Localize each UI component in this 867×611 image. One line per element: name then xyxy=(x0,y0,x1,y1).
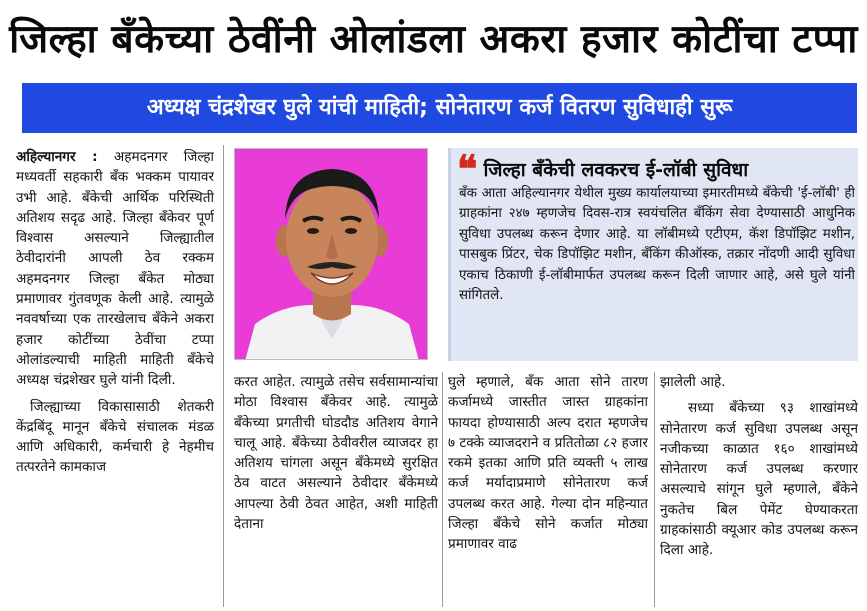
column-divider xyxy=(223,145,224,607)
article-column-1 xyxy=(16,147,214,607)
portrait-illustration xyxy=(235,149,428,360)
column-divider xyxy=(654,372,655,607)
sidebar-body xyxy=(459,184,855,356)
dateline: अहिल्यानगर : xyxy=(16,149,98,165)
column-divider xyxy=(442,372,443,607)
e-lobby-sidebar xyxy=(448,148,858,361)
subheadline-banner: अध्यक्ष चंद्रशेखर घुले यांची माहिती; सोनेतारण कर्ज वितरण सुविधाही सुरू xyxy=(22,83,857,133)
sidebar-paragraph: बँक आता अहिल्यानगर येथील मुख्य कार्यालयाच्या इमारतीमध्ये बँकेची 'ई-लॉबी' ही ग्राहकांना २४७ म्हणजेच दिवस-रात्र स्वयंचलित बँकिंग सेवा देण्यासाठी आधुनिक सुविधा उपलब्ध करून देणार आहे. या लॉबीमध्ये एटीएम, कॅश डिपॉझिट मशीन, पासबुक प्रिंटर, चेक डिपॉझिट मशीन, बँकिंग कीऑस्क, तक्रार नोंदणी आदी सुविधा एकाच ठिकाणी ई-लॉबीमार्फत उपलब्ध करून दिली जाणार आहे, असे घुले यांनी सांगितले. xyxy=(459,186,855,304)
article-column-2 xyxy=(234,372,438,607)
article-paragraph: सध्या बँकेच्या ९३ शाखांमध्ये सोनेतारण कर्ज सुविधा उपलब्ध असून नजीकच्या काळात १६० शाखांमध्ये सोनेतारण कर्ज उपलब्ध करणार असल्याचे सांगून घुले म्हणाले, बँकेने नुकतेच बिल पेमेंट घेण्याकरता ग्राहकांसाठी क्यूआर कोड उपलब्ध करून दिला आहे. xyxy=(660,400,858,559)
article-column-3 xyxy=(448,372,648,607)
sidebar-title: जिल्हा बँकेची लवकरच ई-लॉबी सुविधा xyxy=(483,159,749,181)
portrait-photo xyxy=(234,148,428,360)
article-paragraph: घुले म्हणाले, बँक आता सोने तारण कर्जामध्ये जास्तीत जास्त ग्राहकांना फायदा होण्यासाठी अल्प दरात म्हणजेच ७ टक्के व्याजदराने व प्रतितोळा ८२ हजार रकमे इतका आणि प्रति व्यक्ती ५ लाख कर्ज मर्यादाप्रमाणे सोनेतारण कर्ज उपलब्ध करत आहे. गेल्या दोन महिन्यात जिल्हा बँकेचे सोने कर्जात मोठ्या प्रमाणावर वाढ xyxy=(448,374,648,553)
article-paragraph: झालेली आहे. xyxy=(660,374,726,390)
quote-icon: ❝ xyxy=(457,148,478,191)
sidebar-header xyxy=(457,148,749,191)
article-paragraph: करत आहेत. त्यामुळे तसेच सर्वसामान्यांचा मोठा विश्वास बँकेवर आहे. त्यामुळे बँकेच्या प्रगतीची घोडदौड अतिशय वेगाने चालू आहे. बँकेच्या ठेवीवरील व्याजदर हा अतिशय चांगला असून बँकेमध्ये सुरक्षित ठेव वाटत असल्याने ठेवीदार बँकेमध्ये आपल्या ठेवी ठेवत आहेत, अशी माहिती देताना xyxy=(234,374,438,533)
article-paragraph: जिल्ह्याच्या विकासासाठी शेतकरी केंद्रबिंदू मानून बँकेचे संचालक मंडळ आणि अधिकारी, कर्मचारी हे नेहमीच तत्परतेने कामकाज xyxy=(16,398,214,476)
article-column-4 xyxy=(660,372,858,607)
article-paragraph: अहमदनगर जिल्हा मध्यवर्ती सहकारी बँक भक्कम पायावर उभी आहे. बँकेची आर्थिक परिस्थिती अतिशय सदृढ आहे. जिल्हा बँकेवर पूर्ण विश्वास असल्याने जिल्ह्यातील ठेवीदारांनी आपली ठेव रक्कम अहमदनगर जिल्हा बँकेत मोठ्या प्रमाणावर गुंतवणूक केली आहे. त्यामुळे नववर्षाच्या एक तारखेलाच बँकेने अकरा हजार कोटींच्या ठेवींचा टप्पा ओलांडल्याची माहिती माहिती बँकेचे अध्यक्ष चंद्रशेखर घुले यांनी दिली. xyxy=(16,149,214,389)
headline: जिल्हा बँकेच्या ठेवींनी ओलांडला अकरा हजार कोटींचा टप्पा xyxy=(9,17,858,62)
